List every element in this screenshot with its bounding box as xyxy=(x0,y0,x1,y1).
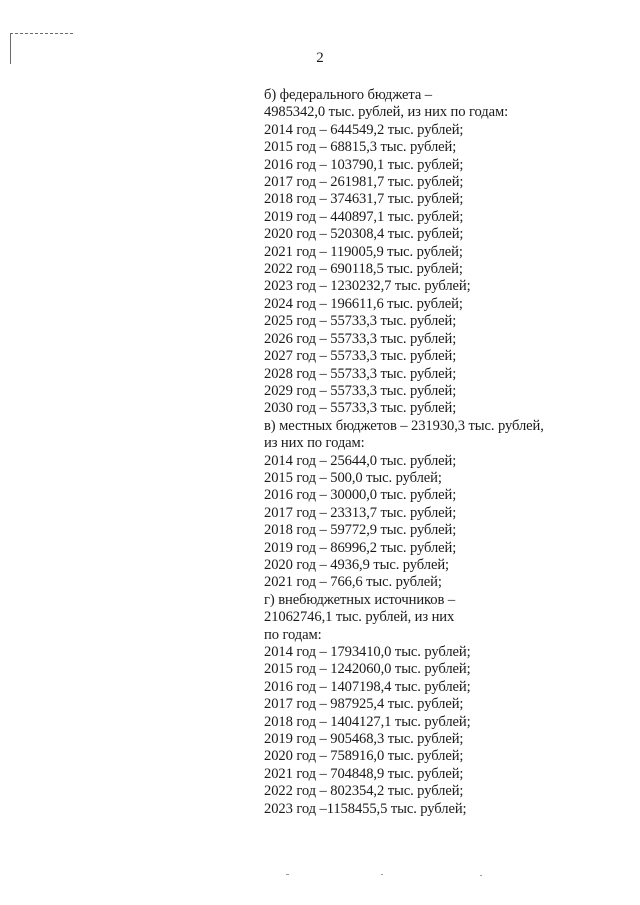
scan-speck xyxy=(381,874,383,875)
scan-speck xyxy=(286,874,289,875)
local-budget-section xyxy=(264,418,634,592)
federal-year-line: 2023 год – 1230232,7 тыс. рублей; xyxy=(264,278,471,295)
federal-year-line: 2026 год – 55733,3 тыс. рублей; xyxy=(264,330,457,347)
federal-year-line: 2024 год – 196611,6 тыс. рублей; xyxy=(264,295,463,312)
federal-year-line: 2030 год – 55733,3 тыс. рублей; xyxy=(264,400,457,417)
federal-budget-section xyxy=(264,87,634,418)
federal-year-line: 2015 год – 68815,3 тыс. рублей; xyxy=(264,139,457,156)
local-year-line: 2018 год – 59772,9 тыс. рублей; xyxy=(264,522,457,539)
extrabudget-section xyxy=(264,592,634,818)
federal-year-line: 2028 год – 55733,3 тыс. рублей; xyxy=(264,365,457,382)
local-year-line: 2016 год – 30000,0 тыс. рублей; xyxy=(264,487,457,504)
scan-speck xyxy=(480,875,482,876)
federal-year-line: 2016 год – 103790,1 тыс. рублей; xyxy=(264,156,464,173)
federal-year-line: 2025 год – 55733,3 тыс. рублей; xyxy=(264,313,457,330)
local-year-line: 2021 год – 766,6 тыс. рублей; xyxy=(264,574,442,591)
local-year-line: 2019 год – 86996,2 тыс. рублей; xyxy=(264,539,457,556)
extrabudget-years xyxy=(264,644,634,818)
local-budget-heading: в) местных бюджетов – 231930,3 тыс. рублей, xyxy=(264,417,544,434)
federal-year-line: 2014 год – 644549,2 тыс. рублей; xyxy=(264,121,464,138)
federal-budget-heading: б) федерального бюджета – xyxy=(264,87,432,103)
extrabudget-year-line: 2016 год – 1407198,4 тыс. рублей; xyxy=(264,678,471,695)
extrabudget-year-line: 2017 год – 987925,4 тыс. рублей; xyxy=(264,696,464,713)
local-year-line: 2017 год – 23313,7 тыс. рублей; xyxy=(264,504,457,521)
extrabudget-total: 21062746,1 тыс. рублей, из них xyxy=(264,609,455,626)
federal-budget-total: 4985342,0 тыс. рублей, из них по годам: xyxy=(264,104,509,121)
extrabudget-heading: г) внебюджетных источников – xyxy=(264,591,456,608)
extrabudget-year-line: 2018 год – 1404127,1 тыс. рублей; xyxy=(264,713,471,730)
federal-year-line: 2020 год – 520308,4 тыс. рублей; xyxy=(264,226,464,243)
extrabudget-year-line: 2021 год – 704848,9 тыс. рублей; xyxy=(264,765,464,782)
local-year-line: 2020 год – 4936,9 тыс. рублей; xyxy=(264,556,449,573)
funding-text-block xyxy=(264,87,634,818)
federal-year-line: 2027 год – 55733,3 тыс. рублей; xyxy=(264,348,457,365)
extrabudget-year-line: 2014 год – 1793410,0 тыс. рублей; xyxy=(264,644,471,660)
extrabudget-year-line: 2020 год – 758916,0 тыс. рублей; xyxy=(264,748,464,765)
federal-year-line: 2029 год – 55733,3 тыс. рублей; xyxy=(264,382,457,399)
local-year-line: 2015 год – 500,0 тыс. рублей; xyxy=(264,469,442,486)
extrabudget-year-line: 2023 год –1158455,5 тыс. рублей; xyxy=(264,800,467,817)
page-number: 2 xyxy=(316,50,324,66)
local-budget-subheading: из них по годам: xyxy=(264,435,365,452)
extrabudget-year-line: 2015 год – 1242060,0 тыс. рублей; xyxy=(264,661,471,678)
extrabudget-year-line: 2019 год – 905468,3 тыс. рублей; xyxy=(264,731,464,748)
federal-year-line: 2019 год – 440897,1 тыс. рублей; xyxy=(264,208,464,225)
federal-year-line: 2021 год – 119005,9 тыс. рублей; xyxy=(264,243,463,260)
local-year-line: 2014 год – 25644,0 тыс. рублей; xyxy=(264,452,457,469)
extrabudget-subheading: по годам: xyxy=(264,626,322,643)
local-budget-years xyxy=(264,453,634,592)
federal-year-line: 2022 год – 690118,5 тыс. рублей; xyxy=(264,261,463,278)
federal-year-line: 2017 год – 261981,7 тыс. рублей; xyxy=(264,174,464,191)
federal-budget-years xyxy=(264,122,634,418)
extrabudget-year-line: 2022 год – 802354,2 тыс. рублей; xyxy=(264,783,464,800)
federal-year-line: 2018 год – 374631,7 тыс. рублей; xyxy=(264,191,464,208)
